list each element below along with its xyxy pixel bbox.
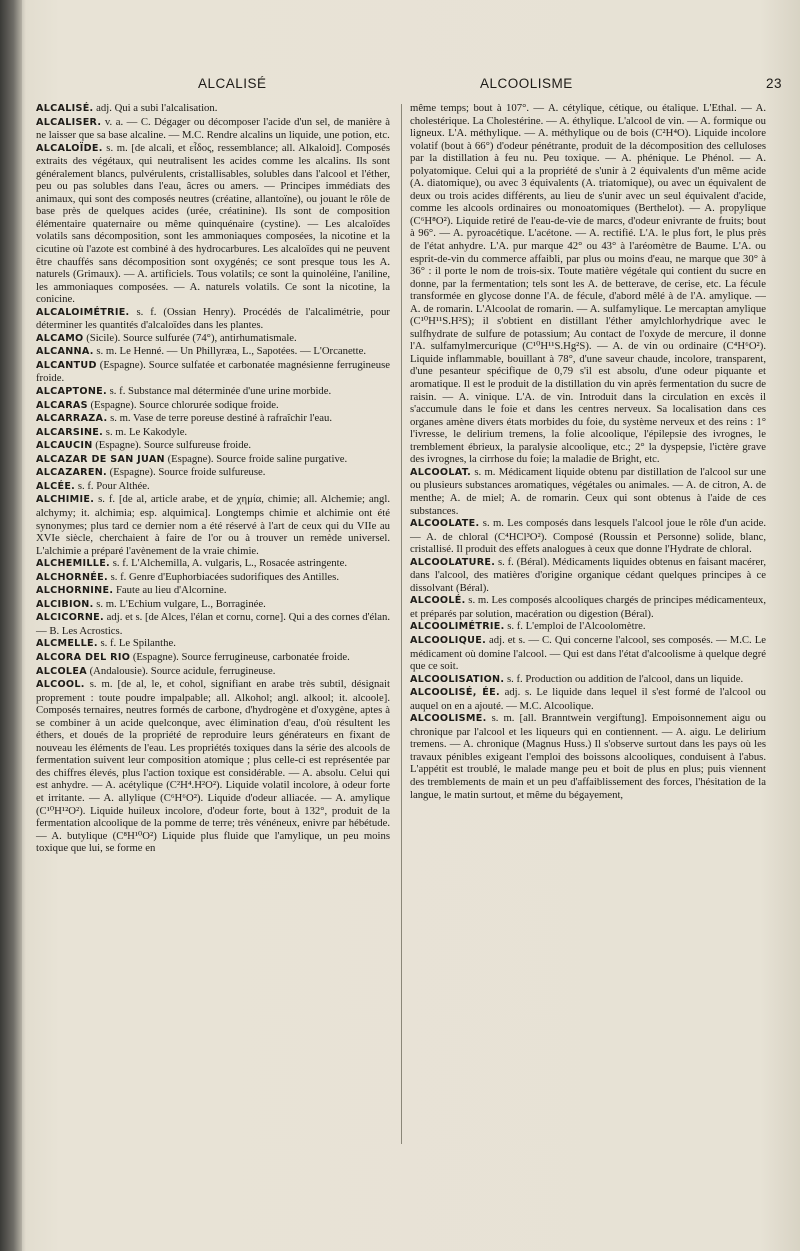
dictionary-entry [410,686,766,712]
dictionary-entry [36,306,390,332]
entry-headword: ALCÉE. [36,480,76,492]
entry-definition: adj. Qui a subi l'alcalisation. [93,102,218,114]
dictionary-entry [36,453,390,467]
dictionary-entry [36,678,390,855]
entry-headword: ALCAZAR DE SAN JUAN [36,453,165,465]
entry-definition: s. f. Production ou addition de l'alcool, dans un liquide. [504,672,744,685]
entry-headword: ALCAPTONE. [36,386,107,398]
entry-definition: adj. et s. [de Alces, l'élan et cornu, corne]. Qui a des cornes d'élan. — B. Les Acrostics. [36,611,390,637]
entry-headword: ALCHEMILLE. [36,558,111,570]
dictionary-entry [36,493,390,557]
entry-headword: ALCMELLE. [36,638,98,650]
entry-headword: ALCOOLATE. [410,518,480,530]
dictionary-entry [36,116,390,142]
dictionary-entry [36,385,390,399]
entry-headword: ALCOOLAT. [410,466,472,478]
dictionary-entry [36,611,390,637]
entry-headword: ALCORA DEL RIO [36,651,131,663]
entry-headword: ALCALISER. [36,116,102,128]
entry-definition: s. f. (Béral). Médicaments liquides obtenus en faisant macérer, dans l'alcool, des matières d'origine organique cédant quelques principes à ce dissolvant (Béral). [410,555,766,594]
entry-definition: s. m. L'Echium vulgare, L., Borraginée. [93,597,266,610]
entry-definition: (Espagne). Source sulfatée et carbonatée magnésienne ferrugineuse froide. [36,358,390,385]
entry-headword: ALCANTUD [36,359,97,371]
entry-headword: ALCICORNE. [36,612,104,624]
dictionary-entry [410,102,766,466]
header-right-word: ALCOOLISME [480,76,573,91]
dictionary-entry [36,466,390,480]
entry-definition: (Espagne). Source froide saline purgative. [164,452,348,465]
dictionary-entry [36,345,390,359]
entry-headword: ALCALOIMÉTRIE. [36,306,130,318]
entry-definition: s. m. Médicament liquide obtenu par distillation de l'alcool sur une ou plusieurs substances aromatiques, végétales ou animales. — A. de citron, A. de menthe; A. de miel; A. de romarin. Ceux qui sont obtenus à l'aide de ces substances. [410,465,766,517]
column-divider [401,104,402,1144]
entry-headword: ALCAZAREN. [36,467,107,479]
entry-definition: (Espagne). Source froide sulfureuse. [107,466,266,479]
entry-headword: ALCOOLATURE. [410,556,496,568]
entry-headword: ALCOOLISME. [410,713,487,725]
dictionary-entry [36,412,390,426]
entry-headword: ALCALISÉ. [36,103,94,114]
entry-headword: ALCHORNÉE. [36,571,108,583]
book-spine-shadow [0,0,22,1251]
entry-headword: ALCOOLIQUE. [410,634,487,646]
entry-headword: ALCARRAZA. [36,413,108,425]
entry-definition: adj. s. Le liquide dans lequel il s'est formé de l'alcool ou auquel on en a ajouté. — M.C. Alcoolique. [410,686,766,712]
entry-definition: (Andalousie). Source acidule, ferrugineuse. [86,664,276,677]
dictionary-entry [36,332,390,346]
entry-definition: même temps; bout à 107°. — A. cétylique, cétique, ou étalique. L'Ethal. — A. cholestérique. La Cholestérine. — A. éthylique. L'alcool de vin. — A. formique ou ligneux. L'A. méthylique. — A. méthylique ou de bois (C²H⁴O). Liquide incolore volatif (bout à 66°) d'odeur pénétrante, produit de la décomposition des celluloses par la distillation à feu nu. Peu toxique. — A. phénique. Le Phénol. — A. polyatomique. Celui qui a la propriété de s'unir à 2 équivalents d'un même acide (A. diatomique), ou avec 3 équivalents (A. triatomique), ou avec un équivalent de deux ou trois acides différents, au lieu de s'unir avec un seul équivalent d'acide, comme les alcools ordinaires ou monoatomiques (Berthelot). — A. propylique (C⁶H⁸O²). Liquide retiré de l'eau-de-vie de marcs, d'odeur enivrante de fruits; bout à 96°. — A. pyroacétique. L'acétone. — A. rectifié. L'A. le plus fort, le plus près de l'état anhydre. L'A. pur marque 42° ou 43° à l'aréomètre de Baume. L'A. ou esprit-de-vin du commerce affaibli, par plus ou moins d'eau, ne marque que 30° à 36° : il porte le nom de trois-six. Toute matière végétale qui contient du sucre en donne, par la fermentation; tels sont les A. de betterave, de cerise, etc. La fécule transformée en glycose donne l'A. de fécule, d'abord mêlé à de l'A. amylique. — A. de romarin. L'Alcoolat de romarin. — A. sulfamylique. Le mercaptan amylique (C¹⁰H¹¹S.H²S); il s'obtient en distillant l'éther amylchlorhydrique avec le sulfhydrate de sulfure de potassium; Au contact de l'oxyde de mercure, il donne l'A. sulfamylmercurique (C¹⁰H¹¹S.Hg²S). — A. de vin ou ordinaire (C⁴H⁶O²). Liquide inflammable, bouillant à 78°, d'une saveur chaude, incolore, transparent, d'une pesanteur spécifique de 0,79 s'il est absolu, d'une odeur piquante et aromatique. Il est le produit de la distillation du vin après fermentation du sucre de raisin. — A. vinique. L'A. de vin. Introduit dans la circulation en excès il s'accumule dans le foie et dans les centres nerveux. Sa localisation dans ces organes amène divers états morbides du foie, du système nerveux et des reins : 1° l'ivresse, le delirium tremens, la folie alcoolique, l'épilepsie des ivrognes, le tremblement ébrieux, la paralysie alcoolique, etc.; 2° la dyspepsie, l'ictère grave des ivrognes, la cirrhose du foie; la maladie de Bright, etc. [410,102,766,466]
dictionary-entry [36,637,390,651]
entry-headword: ALCHORNINE. [36,585,114,597]
entry-headword: ALCOOL. [36,679,85,691]
running-head [0,76,800,98]
page-number: 23 [766,76,783,91]
entry-headword: ALCOOLISATION. [410,673,505,685]
dictionary-entry [36,426,390,440]
entry-headword: ALCOLEA [36,665,87,677]
entry-headword: ALCHIMIE. [36,494,95,506]
entry-definition: s. m. [de al, le, et cohol, signifiant en arabe très subtil, désignait proprement : toute poudre impalpable; all. Alkohol; angl. alkool; it. alcoole]. Composés ternaires, neutres formés de carbone, d'hydrogène et d'oxygène, aptes à se combiner à un acide quelconque, avec élimination d'eau, d'où résultent les éthers, et doués de la propriété de reproduire leurs générateurs en fixant de nouveau les éléments de l'eau. Les propriétés toxiques dans la série des alcools de fermentation suivent leur composition atomique ; plus celle-ci est représentée par des chiffres élevés, plus l'action toxique est considérable. — A. absolu. Celui qui est anhydre. — A. acétylique (C²H⁴.H²O²). Liquide volatil incolore, à odeur forte et irritante. — A. allylique (C⁶H⁶O²). Liquide d'odeur alliacée. — A. amylique (C¹⁰H¹²O²). Liquide huileux incolore, d'odeur forte, bout à 132°, produit de la fermentation alcoolique de la pomme de terre; très vénéneux, enivre par hébétude. — A. butylique (C⁸H¹⁰O²) Liquide plus fluide que l'amylique, un peu moins toxique que lui, se forme en [36,678,390,855]
dictionary-entry [36,439,390,453]
dictionary-entry [410,466,766,517]
entry-definition: s. m. [all. Branntwein vergiftung]. Empoisonnement aigu ou chronique par l'alcool et les liqueurs qui en contiennent. — A. aigu. Le delirium tremens. — A. chronique (Magnus Huss.) Il s'observe surtout dans les pays où les travaux pénibles exigeant l'emploi des boissons alcooliques, conduisent à l'abus. L'appétit est troublé, le malade mange peu et boit de plus en plus; puis viennent des tremblements de main et un peu d'affaiblissement des forces, l'hésitation de la langue, le matin surtout, et même du bégayement, [410,712,766,801]
dictionary-entry [410,620,766,634]
dictionary-entry [36,480,390,494]
entry-definition: s. f. Genre d'Euphorbiacées sudorifiques des Antilles. [107,570,339,583]
dictionary-entry [410,712,766,801]
entry-definition: s. m. Les composés dans lesquels l'alcool joue le rôle d'un acide. — A. de chloral (C⁴HCl³O²). Composé (Roussin et Personne) solide, blanc, cristallisé. Il produit des effets analogues à ceux que donne l'Hydrate de chloral. [410,517,766,556]
entry-definition: Faute au lieu d'Alcornine. [113,584,227,597]
entry-headword: ALCOOLISÉ, ÉE. [410,687,500,699]
entry-headword: ALCIBION. [36,598,94,610]
dictionary-entry [410,673,766,687]
dictionary-entry [36,598,390,612]
right-column [410,102,766,801]
entry-definition: s. f. Substance mal déterminée d'une urine morbide. [106,385,332,398]
entry-definition: s. f. L'emploi de l'Alcoolomètre. [504,620,646,633]
dictionary-entry [36,399,390,413]
entry-definition: adj. et s. — C. Qui concerne l'alcool, ses composés. — M.C. Le médicament où domine l'alcool. — Qui est dans l'état d'alcoolisme à quelque degré que ce soit. [410,633,766,673]
entry-definition: s. m. Les composés alcooliques chargés de principes médicamenteux, et préparés par solution, macération ou digestion (Béral). [410,594,766,620]
dictionary-entry [410,594,766,620]
entry-headword: ALCARAS [36,399,88,411]
entry-definition: s. m. Le Henné. — Un Phillyræa, L., Sapotées. — L'Orcanette. [93,345,367,358]
dictionary-entry [36,142,390,306]
entry-headword: ALCOOLÉ. [410,595,466,607]
entry-definition: s. f. [de al, article arabe, et de χημία, chimie; all. Alchemie; angl. alchymy; it. alchimia; esp. alquimica]. Longtemps chimie et alchimie ont été synonymes; plus tard ce dernier nom a été réservé à l'art de ceux qui du VIIe au XVIe siècle, cherchaient à faire de l'or ou à trouver un remède universel. L'alchimie a préparé l'avènement de la vraie chimie. [36,493,390,557]
entry-definition: (Espagne). Source chlorurée sodique froide. [87,398,279,411]
entry-definition: s. f. (Ossian Henry). Procédés de l'alcalimétrie, pour déterminer les quantités d'alcaloïdes dans les plantes. [36,305,390,332]
entry-definition: v. a. — C. Dégager ou décomposer l'acide d'un sel, de manière à ne laisser que sa base alcaline. — M.C. Rendre alcalins un liquide, une potion, etc. [36,115,390,142]
entry-definition: s. m. [de alcali, et εἶδος, ressemblance; all. Alkaloid]. Composés extraits des végétaux, qui neutralisent les acides comme les alcalins. Ils sont généralement blancs, pulvérulents, cristallisables, solubles dans l'alcool et l'éther, peu ou pas solubles dans l'eau, âcres ou amers. — Principes immédiats des animaux, qui sont des composés neutres (créatine, allantoïne), ou jouant le rôle de base près de quelques acides (urée, créatinine). Ils sont de composition élémentaire quaternaire ou même quinquénaire (cystine). — Les alcaloïdes volatils sans décomposition, sont les ammoniaques composées, la nicotine et la cicutine où l'azote est combiné à des hydrocarbures. Les alcaloïdes qui ne peuvent être chauffés sans décomposition sont oxygénés; ce sont presque tous les A. naturels (Grimaux). — A. artificiels. Tous volatils; ce sont la quinoléine, l'aniline, les ammoniaques composées. — A. naturels volatils. Ce sont la nicotine, la conicine. [36,141,390,306]
entry-definition: (Sicile). Source sulfurée (74°), antirhumatismale. [83,331,297,344]
dictionary-entry [36,584,390,598]
entry-headword: ALCALOÏDE. [36,142,103,154]
dictionary-entry [36,665,390,679]
dictionary-entry [410,517,766,556]
left-column [36,102,390,855]
entry-headword: ALCARSINE. [36,426,104,438]
entry-definition: s. f. Le Spilanthe. [97,637,176,650]
dictionary-entry [410,556,766,595]
entry-headword: ALCANNA. [36,346,94,358]
dictionary-entry [36,571,390,585]
entry-headword: ALCAMO [36,332,84,344]
header-left-word: ALCALISÉ [198,76,267,91]
entry-definition: (Espagne). Source sulfureuse froide. [92,439,252,452]
dictionary-entry [36,102,390,116]
dictionary-entry [36,557,390,571]
entry-definition: s. m. Vase de terre poreuse destiné à rafraîchir l'eau. [107,412,333,425]
entry-headword: ALCOOLIMÉTRIE. [410,621,505,633]
dictionary-entry [410,634,766,673]
entry-definition: s. f. Pour Althée. [75,479,150,492]
entry-definition: s. f. L'Alchemilla, A. vulgaris, L., Rosacée astringente. [110,557,348,570]
dictionary-entry [36,359,390,385]
entry-definition: (Espagne). Source ferrugineuse, carbonatée froide. [130,650,350,663]
entry-headword: ALCAUCIN [36,440,93,452]
dictionary-entry [36,651,390,665]
entry-definition: s. m. Le Kakodyle. [103,425,188,438]
